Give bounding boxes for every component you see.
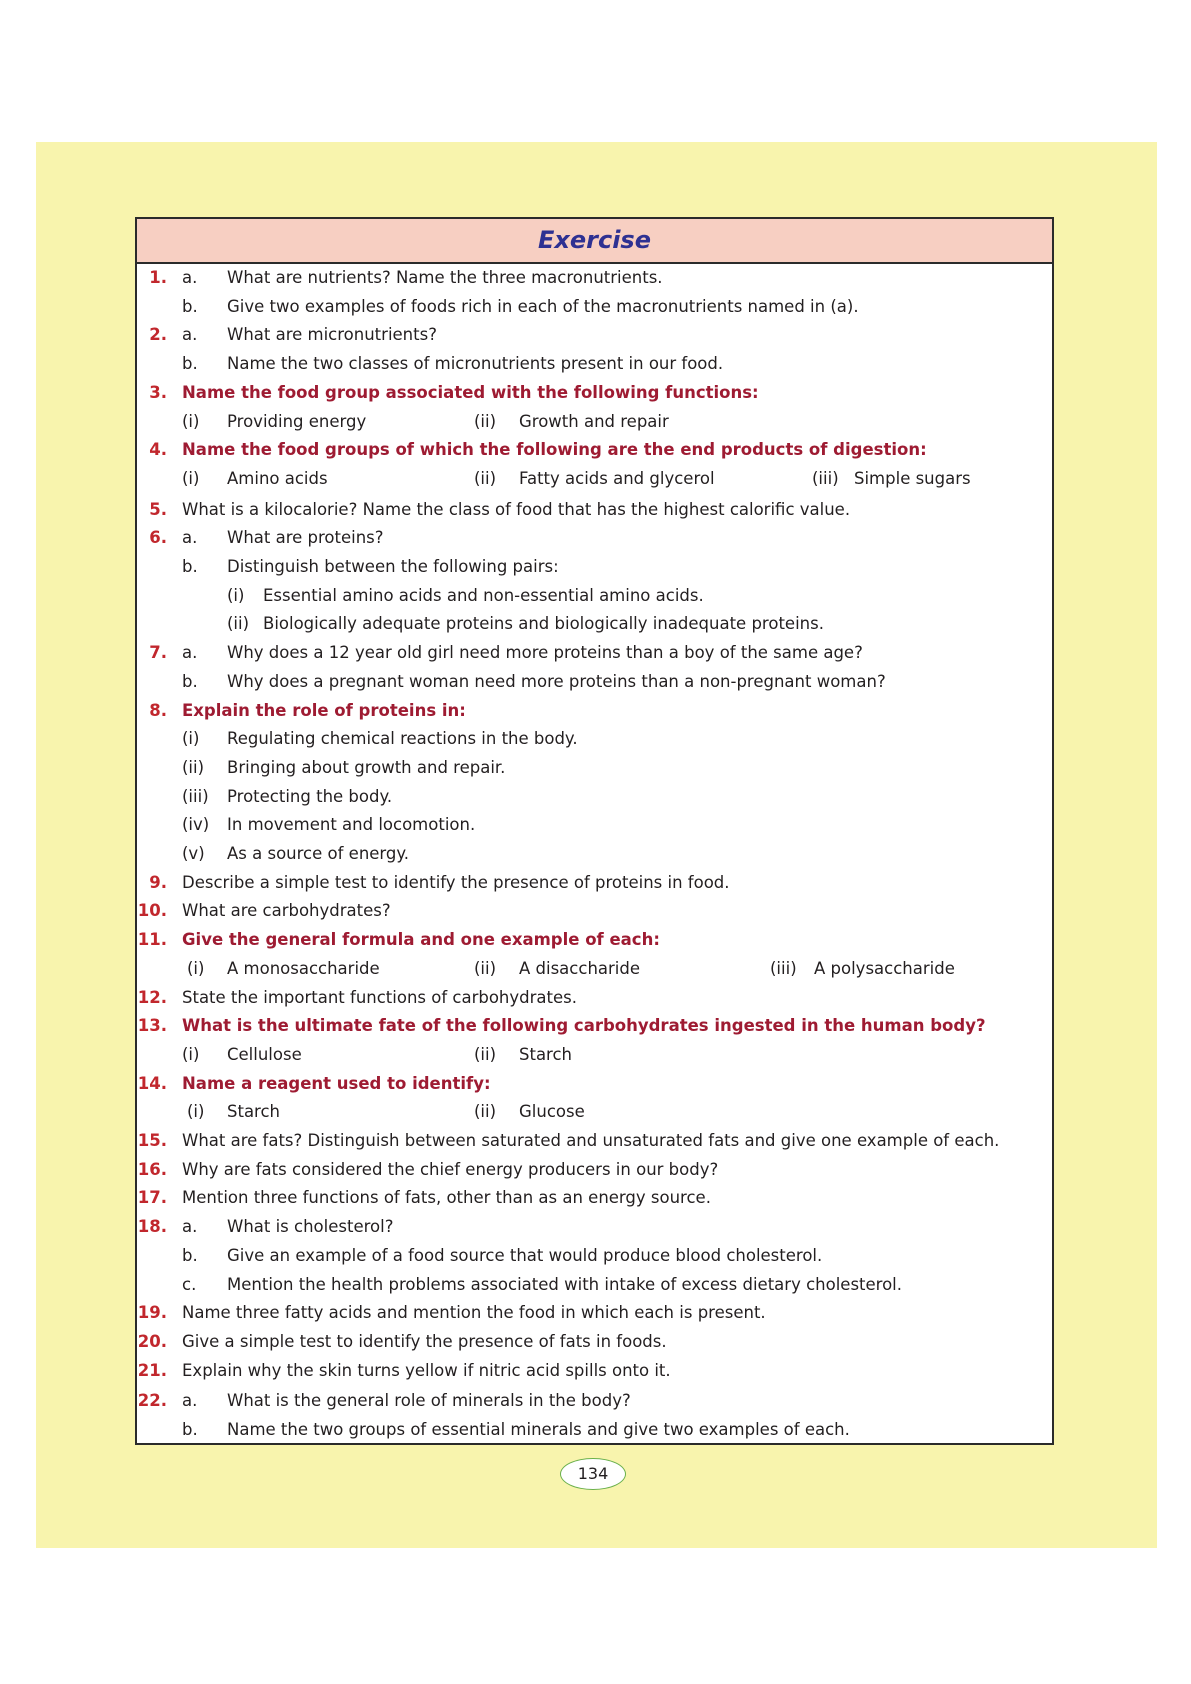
question-18c xyxy=(137,1271,1052,1299)
sub-question-text: What are nutrients? Name the three macronutrients. xyxy=(227,268,663,287)
exercise-title: Exercise xyxy=(537,226,651,254)
option-label: (v) xyxy=(182,844,205,863)
option-text: As a source of energy. xyxy=(227,844,410,863)
question-number: 2. xyxy=(149,325,167,345)
question-number: 9. xyxy=(149,872,167,892)
sub-question-text: What are micronutrients? xyxy=(227,325,437,345)
question-2 xyxy=(137,321,1052,349)
question-text: Name a reagent used to identify: xyxy=(182,1073,491,1093)
question-6b-ii xyxy=(137,610,1052,638)
sub-label: c. xyxy=(182,1274,197,1294)
sub-question-text: What are proteins? xyxy=(227,528,384,548)
question-13-options xyxy=(137,1041,1052,1069)
option-text: Fatty acids and glycerol xyxy=(519,468,715,488)
sub-question-text: Name the two classes of micronutrients present in our food. xyxy=(227,354,724,374)
question-number: 13. xyxy=(137,1016,167,1036)
option-text: Starch xyxy=(227,1102,281,1122)
question-number: 12. xyxy=(137,987,167,1007)
exercise-header xyxy=(137,219,1052,264)
question-8-iii xyxy=(137,783,1052,811)
option-text: In movement and locomotion. xyxy=(227,815,476,835)
question-3-options xyxy=(137,408,1052,436)
sub-label: b. xyxy=(182,354,198,374)
option-label: (i) xyxy=(187,958,205,978)
question-18b xyxy=(137,1242,1052,1270)
question-19 xyxy=(137,1299,1052,1327)
option-label: (iii) xyxy=(182,786,209,806)
question-text: State the important functions of carbohydrates. xyxy=(182,987,577,1007)
question-11-options xyxy=(137,955,1052,983)
question-14 xyxy=(137,1070,1052,1098)
option-label: (iv) xyxy=(182,815,210,835)
option-text: Simple sugars xyxy=(854,468,971,488)
question-number: 15. xyxy=(137,1131,167,1150)
question-number: 18. xyxy=(137,1217,167,1237)
question-text: Name the food groups of which the following are the end products of digestion: xyxy=(182,440,927,460)
option-text: Amino acids xyxy=(227,468,328,488)
option-label: (ii) xyxy=(474,468,497,488)
option-text: Providing energy xyxy=(227,411,367,431)
question-number: 14. xyxy=(137,1073,167,1093)
question-number: 1. xyxy=(149,268,167,287)
question-text: Name the food group associated with the following functions: xyxy=(182,382,759,402)
question-4 xyxy=(137,436,1052,464)
option-text: Bringing about growth and repair. xyxy=(227,757,506,777)
option-label: (ii) xyxy=(474,958,497,978)
option-text: A disaccharide xyxy=(519,958,641,978)
question-8-iv xyxy=(137,811,1052,839)
option-label: (ii) xyxy=(474,1044,497,1064)
option-text: Growth and repair xyxy=(519,411,669,431)
question-7b xyxy=(137,668,1052,696)
option-text: Biologically adequate proteins and biologically inadequate proteins. xyxy=(263,614,824,634)
question-text: Mention three functions of fats, other than as an energy source. xyxy=(182,1188,711,1208)
sub-question-text: Give two examples of foods rich in each of the macronutrients named in (a). xyxy=(227,296,859,316)
question-text: What are carbohydrates? xyxy=(182,901,391,921)
question-text: Describe a simple test to identify the presence of proteins in food. xyxy=(182,872,730,892)
question-13 xyxy=(137,1012,1052,1040)
sub-label: b. xyxy=(182,1420,198,1439)
sub-label: b. xyxy=(182,296,198,316)
question-number: 11. xyxy=(137,930,167,950)
question-text: What is a kilocalorie? Name the class of food that has the highest calorific value. xyxy=(182,499,851,519)
question-8-ii xyxy=(137,754,1052,782)
question-text: Give the general formula and one example of each: xyxy=(182,930,660,950)
question-number: 16. xyxy=(137,1159,167,1179)
question-text: Why are fats considered the chief energy producers in our body? xyxy=(182,1159,719,1179)
question-22 xyxy=(137,1387,1052,1415)
question-6 xyxy=(137,524,1052,552)
option-label: (ii) xyxy=(182,757,205,777)
sub-question-text: What is the general role of minerals in the body? xyxy=(227,1390,631,1410)
question-8-i xyxy=(137,725,1052,753)
question-number: 5. xyxy=(149,499,167,519)
option-label: (i) xyxy=(227,585,245,605)
sub-question-text: Name the two groups of essential minerals and give two examples of each. xyxy=(227,1420,850,1439)
option-text: Starch xyxy=(519,1044,573,1064)
question-16 xyxy=(137,1156,1052,1184)
question-11 xyxy=(137,926,1052,954)
question-20 xyxy=(137,1328,1052,1356)
question-14-options xyxy=(137,1098,1052,1126)
exercise-box xyxy=(135,217,1054,1445)
question-10 xyxy=(137,897,1052,925)
option-label: (i) xyxy=(182,729,200,749)
option-label: (iii) xyxy=(812,468,839,488)
question-8 xyxy=(137,697,1052,725)
question-text: Give a simple test to identify the presence of fats in foods. xyxy=(182,1331,667,1351)
question-5 xyxy=(137,496,1052,524)
option-text: Glucose xyxy=(519,1102,585,1122)
question-15 xyxy=(137,1127,1052,1155)
question-number: 8. xyxy=(149,700,167,720)
question-number: 21. xyxy=(137,1360,167,1380)
question-number: 20. xyxy=(137,1331,167,1351)
question-text: What is the ultimate fate of the following carbohydrates ingested in the human body? xyxy=(182,1016,986,1036)
sub-question-text: Why does a pregnant woman need more proteins than a non-pregnant woman? xyxy=(227,671,886,691)
question-number: 6. xyxy=(149,528,167,548)
sub-label: b. xyxy=(182,671,198,691)
question-6b xyxy=(137,553,1052,581)
question-6b-i xyxy=(137,582,1052,610)
question-8-v xyxy=(137,840,1052,868)
question-number: 19. xyxy=(137,1303,167,1323)
option-text: A monosaccharide xyxy=(227,958,380,978)
question-number: 10. xyxy=(137,901,167,921)
option-label: (ii) xyxy=(227,614,250,634)
question-text: Name three fatty acids and mention the food in which each is present. xyxy=(182,1303,766,1323)
sub-label: a. xyxy=(182,1217,198,1237)
option-text: Protecting the body. xyxy=(227,786,393,806)
option-label: (ii) xyxy=(474,411,497,431)
option-label: (ii) xyxy=(474,1102,497,1122)
option-label: (i) xyxy=(182,468,200,488)
sub-label: a. xyxy=(182,325,198,345)
option-text: Regulating chemical reactions in the body. xyxy=(227,729,578,749)
question-1b xyxy=(137,293,1052,321)
option-label: (iii) xyxy=(770,958,797,978)
question-18 xyxy=(137,1213,1052,1241)
question-9 xyxy=(137,869,1052,897)
sub-question-text: What is cholesterol? xyxy=(227,1217,394,1237)
sub-label: a. xyxy=(182,268,198,287)
sub-question-text: Why does a 12 year old girl need more proteins than a boy of the same age? xyxy=(227,643,863,663)
option-label: (i) xyxy=(187,1102,205,1122)
sub-label: a. xyxy=(182,643,198,663)
option-label: (i) xyxy=(182,411,200,431)
question-text: Explain the role of proteins in: xyxy=(182,700,466,720)
question-7 xyxy=(137,639,1052,667)
question-number: 4. xyxy=(149,440,167,460)
question-12 xyxy=(137,984,1052,1012)
question-text: Explain why the skin turns yellow if nitric acid spills onto it. xyxy=(182,1360,671,1380)
question-number: 22. xyxy=(137,1390,167,1410)
option-label: (i) xyxy=(182,1044,200,1064)
question-3 xyxy=(137,379,1052,407)
sub-question-text: Mention the health problems associated with intake of excess dietary cholesterol. xyxy=(227,1274,903,1294)
option-text: Essential amino acids and non-essential amino acids. xyxy=(263,585,704,605)
sub-label: a. xyxy=(182,528,198,548)
sub-label: b. xyxy=(182,557,198,576)
question-17 xyxy=(137,1184,1052,1212)
question-4-options xyxy=(137,465,1052,493)
question-text: What are fats? Distinguish between saturated and unsaturated fats and give one example of each. xyxy=(182,1131,1000,1150)
option-text: A polysaccharide xyxy=(814,958,955,978)
question-21 xyxy=(137,1357,1052,1385)
sub-question-text: Give an example of a food source that would produce blood cholesterol. xyxy=(227,1245,823,1265)
sub-label: b. xyxy=(182,1245,198,1265)
sub-question-text: Distinguish between the following pairs: xyxy=(227,557,559,576)
question-2b xyxy=(137,350,1052,378)
page-number: 134 xyxy=(560,1458,626,1490)
question-1 xyxy=(137,264,1052,292)
question-number: 7. xyxy=(149,643,167,663)
option-text: Cellulose xyxy=(227,1044,302,1064)
question-22b xyxy=(137,1416,1052,1444)
sub-label: a. xyxy=(182,1390,198,1410)
question-number: 17. xyxy=(137,1188,167,1208)
question-number: 3. xyxy=(149,382,167,402)
